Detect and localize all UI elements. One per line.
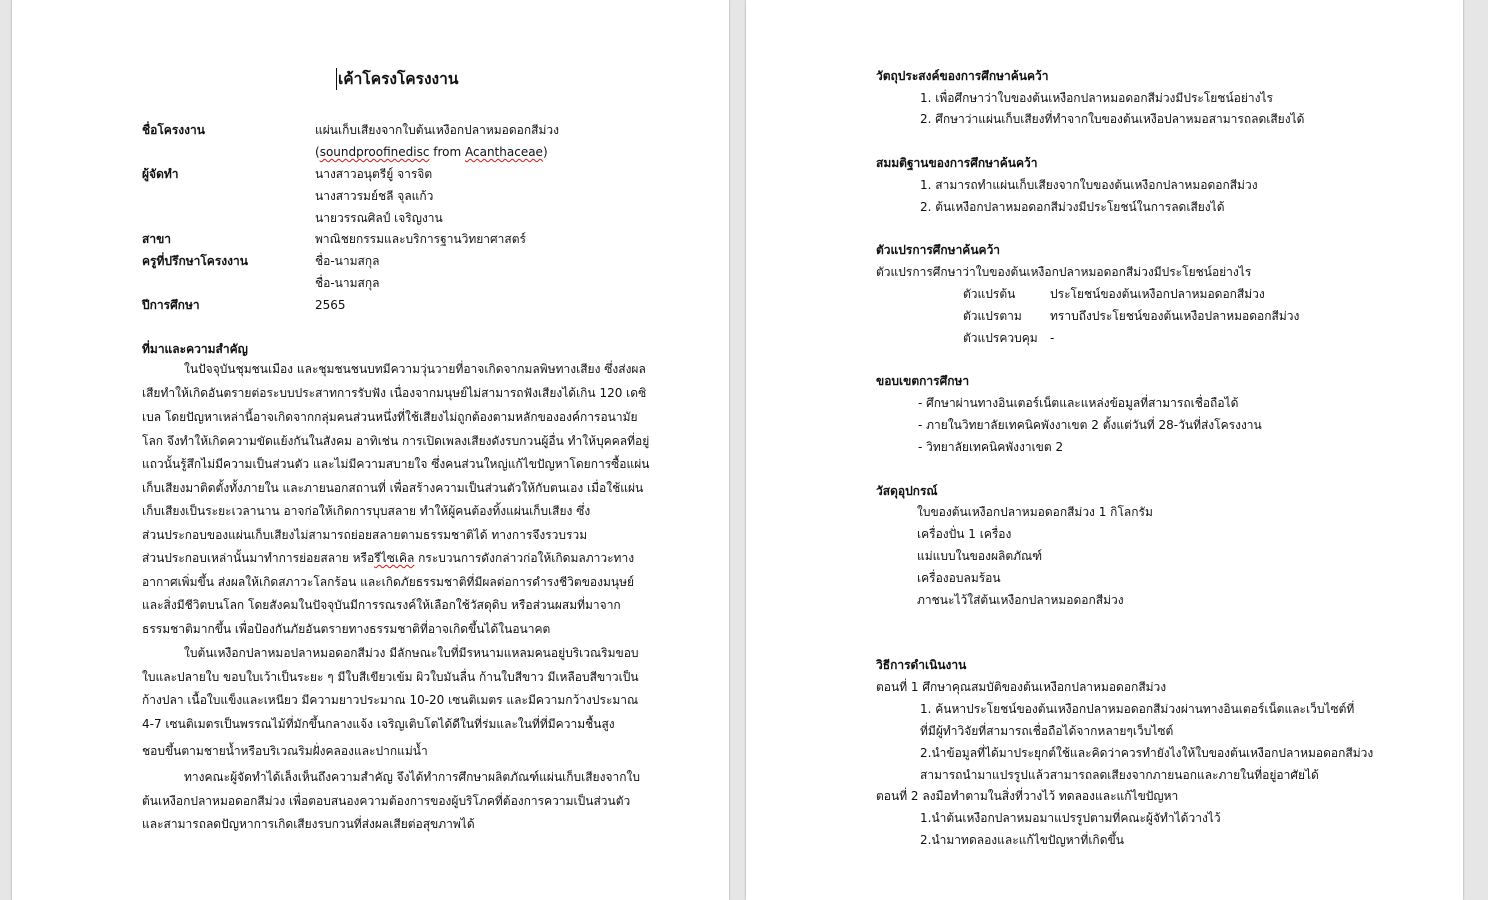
paragraph-line: ทางคณะผู้จัดทำได้เล็งเห็นถึงความสำคัญ จึงได้ทำการศึกษาผลิตภัณฑ์แผ่นเก็บเสียงจากใบ — [184, 770, 640, 784]
hypothesis-item: 1. สามารถทำแผ่นเก็บเสียงจากใบของต้นเหงือกปลาหมอดอกสีม่วง — [920, 178, 1258, 192]
paragraph-line: แถวนั้นรู้สึกไม่มีความเป็นส่วนตัว และไม่มีความสบายใจ ซึ่งคนส่วนใหญ่แก้ไขปัญหาโดยการซื้อแผ่น — [142, 457, 650, 471]
hypothesis-item: 2. ต้นเหงือกปลาหมอดอกสีม่วงมีประโยชน์ในการลดเสียงได้ — [920, 200, 1225, 214]
procedure-item: ที่มีผู้ทำวิจัยที่สามารถเชื่อถือได้จากหลายๆเว็บไซต์ — [920, 724, 1174, 738]
scope-heading: ขอบเขตการศึกษา — [876, 374, 970, 388]
author-1: นางสาวอนุตรีย์ู จารจิต — [315, 167, 433, 181]
paragraph-line: ส่วนประกอบเหล่านั้นมาทำการย่อยสลาย หรือรีไซเคิล กระบวนการดังกล่าวก่อให้เกิดมลภาวะทาง — [142, 551, 635, 565]
department-label: สาขา — [142, 232, 172, 246]
academic-year-label: ปีการศึกษา — [142, 298, 200, 312]
material-item: แม่แบบในของผลิตภัณฑ์ — [917, 549, 1043, 563]
materials-heading: วัสดุอุปกรณ์ — [876, 484, 938, 498]
variable-value: ทราบถึงประโยชน์ของต้นเหงือปลาหมอดอกสีม่วง — [1050, 309, 1300, 323]
procedure-item: 1.นำต้นเหงือกปลาหมอมาแปรรูปตามที่คณะผู้จัทำได้วางไว้ — [920, 811, 1221, 825]
paragraph-line: ใบและปลายใบ ขอบใบเว้าเป็นระยะ ๆ มีใบสีเขียวเข้ม ผิวใบมันลื่น ก้านใบสีขาว มีเหลือบสีขาวเป็น — [142, 670, 639, 684]
spelling-error-word: Acanthaceae — [465, 145, 543, 159]
department-value: พาณิชยกรรมและบริการฐานวิทยาศาสตร์ — [315, 232, 526, 246]
academic-year-value: 2565 — [315, 298, 346, 312]
project-name-subtitle: (soundproofinedisc from Acanthaceae) — [315, 145, 548, 159]
procedure-heading: วิธีการดำเนินงาน — [876, 658, 967, 672]
vertical-scrollbar[interactable] — [1470, 0, 1488, 877]
objectives-heading: วัตถุประสงค์ของการศึกษาค้นคว้า — [876, 69, 1049, 83]
paragraph-line: 4-7 เซนติเมตรเป็นพรรณไม้ที่มักขึ้นกลางแจ้ง เจริญเติบโตได้ดีในที่ร่มและในที่ที่มีความชื้นสูง — [142, 717, 615, 731]
document-page-1[interactable] — [12, 0, 729, 900]
variables-heading: ตัวแปรการศึกษาค้นคว้า — [876, 243, 1001, 257]
variables-intro: ตัวแปรการศึกษาว่าใบของต้นเหงือกปลาหมอดอกสีม่วงมีประโยชน์อย่างไร — [876, 265, 1252, 279]
variable-name: ตัวแปรตาม — [963, 309, 1022, 323]
authors-label: ผู้จัดทำ — [142, 167, 179, 181]
paragraph-line: ต้นเหงือกปลาหมอดอกสีม่วง เพื่อตอบสนองความต้องการของผู้บริโภคที่ต้องการความเป็นส่วนตัว — [142, 794, 631, 808]
advisor-2: ชื่อ-นามสกุล — [315, 276, 380, 290]
background-heading: ที่มาและความสำคัญ — [142, 342, 248, 356]
paragraph-line: ส่วนประกอบของแผ่นเก็บเสียงไม่สามารถย่อยสลายตามธรรมชาติได้ ทางการจึงรวบรวม — [142, 528, 588, 542]
scope-item: - วิทยาลัยเทคนิคพังงาเขต 2 — [918, 440, 1064, 454]
spelling-error-word: รีไซเคิล — [374, 551, 415, 565]
scope-item: - ศึกษาผ่านทางอินเตอร์เน็ตและแหล่งข้อมูลที่สามารถเชื่อถือได้ — [918, 396, 1239, 410]
paragraph-line: ชอบขึ้นตามชายน้ำหรือบริเวณริมฝั่งคลองและปากแม่น้ำ — [142, 744, 428, 758]
paragraph-line: เสียทำให้เกิดอันตรายต่อระบบประสาทการรับฟัง เนื่องจากมนุษย์ไม่สามารถฟังเสียงได้เกิน 120 เดซิ — [142, 386, 647, 400]
objective-item: 1. เพื่อศึกษาว่าใบของต้นเหงือกปลาหมอดอกสีม่วงมีประโยชน์อย่างไร — [920, 91, 1273, 105]
scope-item: - ภายในวิทยาลัยเทคนิคพังงาเขต 2 ตั้งแต่วันที่ 28-วันที่ส่งโครงงาน — [918, 418, 1262, 432]
project-name-label: ชื่อโครงงาน — [142, 123, 205, 137]
material-item: เครื่องอบลมร้อน — [917, 571, 1001, 585]
paragraph-line: เก็บเสียงเป็นระยะเวลานาน อาจก่อให้เกิดการบุบสลาย ทำให้ผู้คนต้องทิ้งแผ่นเก็บเสียง ซึ่ง — [142, 504, 591, 518]
paragraph-line: โลก จึงทำให้เกิดความขัดแย้งกันในสังคม อาทิเช่น การเปิดเพลงเสียงดังรบกวนผู้อื่น ทำให้บุคคลที่อยู่ — [142, 434, 650, 448]
document-title: เค้าโครงโครงงาน — [338, 70, 459, 88]
material-item: เครื่องปั่น 1 เครื่อง — [917, 527, 1012, 541]
paragraph-line: และสิ่งมีชีวิตบนโลก โดยสังคมในปัจจุบันมีการรณรงค์ให้เลือกใช้วัสดุดิบ หรือส่วนผสมที่มาจาก — [142, 598, 621, 612]
paragraph-line: อากาศเพิ่มขึ้น ส่งผลให้เกิดสภาวะโลกร้อน และเกิดภัยธรรมชาติที่มีผลต่อการดำรงชีวิตของมนุษย์ — [142, 575, 635, 589]
author-2: นางสาวรมย์ชลี จุลแก้ว — [315, 189, 434, 203]
objective-item: 2. ศึกษาว่าแผ่นเก็บเสียงที่ทำจากใบของต้นเหงือปลาหมอสามารถลดเสียงได้ — [920, 112, 1305, 126]
material-item: ภาชนะไว้ใส่ต้นเหงือกปลาหมอดอกสีม่วง — [917, 593, 1124, 607]
procedure-step-2: ตอนที่ 2 ลงมือทำตามในสิ่งที่วางไว้ ทดลองและแก้ไขปัญหา — [876, 789, 1179, 803]
author-3: นายวรรณศิลป์ เจริญงาน — [315, 211, 443, 225]
variable-value: ประโยชน์ของต้นเหงือกปลาหมอดอกสีม่วง — [1050, 287, 1265, 301]
procedure-step-1: ตอนที่ 1 ศึกษาคุณสมบัติของต้นเหงือกปลาหมอดอกสีม่วง — [876, 680, 1167, 694]
advisor-label: ครูที่ปรึกษาโครงงาน — [142, 254, 248, 268]
paragraph-line: เบล โดยปัญหาเหล่านี้อาจเกิดจากกลุ่มคนส่วนหนึ่งที่ใช้เสียงไม่ถูกต้องตามหลักขององค์การอนามัย — [142, 410, 638, 424]
paragraph-line: ธรรมชาติมากขึ้น เพื่อป้องกันภัยอันตรายทางธรรมชาติที่อาจเกิดขึ้นได้ในอนาคต — [142, 622, 551, 636]
variable-name: ตัวแปรต้น — [963, 287, 1016, 301]
text-cursor — [336, 68, 337, 90]
project-name-value: แผ่นเก็บเสียงจากใบต้นเหงือกปลาหมอดอกสีม่วง — [315, 123, 559, 137]
procedure-item: 2.นำข้อมูลที่ได้มาประยุกต์ใช้และคิดว่าควรทำยังไงให้ใบของต้นเหงือกปลาหมอดอกสีม่วง — [920, 746, 1374, 760]
paragraph-line: เก็บเสียงมาติดตั้งทั้งภายใน และภายนอกสถานที่ เพื่อสร้างความเป็นส่วนตัวให้กับตนเอง เมื่อใช้แผ่น — [142, 481, 644, 495]
paragraph-line: ในปัจจุบันชุมชนเมือง และชุมชนชนบทมีความวุ่นวายที่อาจเกิดจากมลพิษทางเสียง ซึ่งส่งผล — [184, 362, 646, 376]
paragraph-line: และสามารถลดปัญหาการเกิดเสียงรบกวนที่ส่งผลเสียต่อสุขภาพได้ — [142, 817, 475, 831]
procedure-item: 2.นำมาทดลองและแก้ไขปัญหาที่เกิดขึ้น — [920, 833, 1124, 847]
spelling-error-word: soundproofinedisc — [319, 145, 430, 159]
advisor-1: ชื่อ-นามสกุล — [315, 254, 380, 268]
variable-name: ตัวแปรควบคุม — [963, 331, 1038, 345]
document-page-2[interactable] — [746, 0, 1463, 900]
material-item: ใบของต้นเหงือกปลาหมอดอกสีม่วง 1 กิโลกรัม — [917, 505, 1153, 519]
procedure-item: 1. ค้นหาประโยชน์ของต้นเหงือกปลาหมอดอกสีม่วงผ่านทางอินเตอร์เน็ตและเว็บไซต์ที่ — [920, 702, 1355, 716]
variable-value: - — [1050, 331, 1055, 345]
procedure-item: สามารถนำมาแปรรูปแล้วสามารถลดเสียงจากภายนอกและภายในที่อยู่อาศัยได้ — [920, 768, 1319, 782]
paragraph-line: ใบต้นเหงือกปลาหมอปลาหมอดอกสีม่วง มีลักษณะใบที่มีรหนามแหลมคนอยู่บริเวณริมขอบ — [184, 646, 639, 660]
hypothesis-heading: สมมติฐานของการศึกษาค้นคว้า — [876, 156, 1038, 170]
paragraph-line: ก้างปลา เนื้อใบแข็งและเหนียว มีความยาวประมาณ 10-20 เซนติเมตร และมีความกว้างประมาณ — [142, 693, 639, 707]
